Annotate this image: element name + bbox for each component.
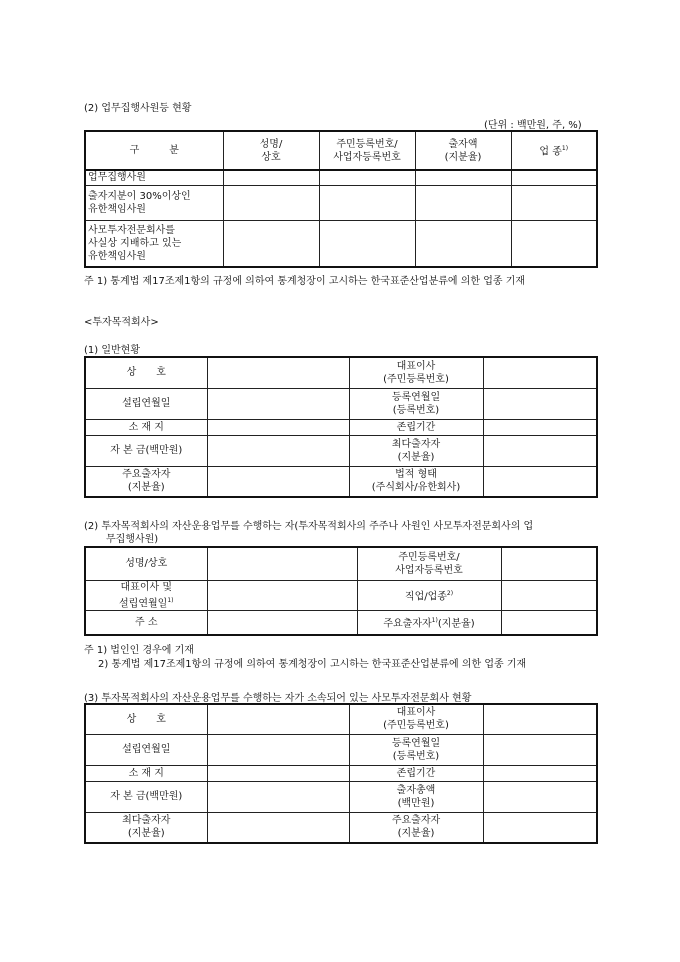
- input-cell[interactable]: [207, 734, 349, 765]
- section-title-general-status: (1) 일반현황: [84, 345, 140, 356]
- input-cell[interactable]: [483, 765, 597, 781]
- input-cell[interactable]: [207, 357, 349, 388]
- label-ceo: 대표이사 (주민등록번호): [349, 357, 483, 388]
- input-cell[interactable]: [483, 781, 597, 812]
- label-address: 주 소: [85, 610, 207, 635]
- pef-status-table: [84, 703, 598, 844]
- input-cell[interactable]: [207, 781, 349, 812]
- input-cell[interactable]: [501, 610, 597, 635]
- input-cell[interactable]: [483, 388, 597, 419]
- row-label: 업무집행사원: [85, 170, 223, 185]
- header-category: 구 분: [85, 131, 223, 170]
- label-registration-number: 주민등록번호/ 사업자등록번호: [357, 547, 501, 580]
- input-cell[interactable]: [223, 185, 319, 220]
- label-trade-name: 상 호: [85, 704, 207, 734]
- input-cell[interactable]: [319, 170, 415, 185]
- header-industry: 업 종$^{1)}$: [511, 131, 597, 170]
- input-cell[interactable]: [483, 704, 597, 734]
- input-cell[interactable]: [483, 734, 597, 765]
- input-cell[interactable]: [483, 466, 597, 497]
- label-total-investment: 출자총액 (백만원): [349, 781, 483, 812]
- label-ceo-establishment: 대표이사 및 설립연월일$^{1)}$: [85, 580, 207, 610]
- input-cell[interactable]: [207, 435, 349, 466]
- executive-members-table: [84, 130, 598, 268]
- label-largest-investor: 최다출자자 (지분율): [85, 812, 207, 843]
- input-cell[interactable]: [207, 812, 349, 843]
- input-cell[interactable]: [223, 170, 319, 185]
- section-title-asset-manager: (2) 투자목적회사의 자산운용업무를 수행하는 자(투자목적회사의 주주나 사원인 사모투자전문회사의 업: [84, 521, 534, 532]
- label-capital: 자 본 금(백만원): [85, 435, 207, 466]
- row-label: 사모투자전문회사를 사실상 지배하고 있는 유한책임사원: [85, 220, 223, 267]
- input-cell[interactable]: [207, 547, 357, 580]
- header-name: 성명/ 상호: [223, 131, 319, 170]
- section-title-pef-status: (3) 투자목적회사의 자산운용업무를 수행하는 자가 소속되어 있는 사모투자전문회사 현황: [84, 693, 472, 704]
- input-cell[interactable]: [511, 170, 597, 185]
- section-title-asset-manager-cont: 무집행사원): [106, 534, 159, 545]
- label-duration: 존립기간: [349, 419, 483, 435]
- section-title-investment-purpose-company: <투자목적회사>: [84, 317, 159, 328]
- input-cell[interactable]: [483, 812, 597, 843]
- input-cell[interactable]: [207, 580, 357, 610]
- header-investment: 출자액 (지분율): [415, 131, 511, 170]
- note-industry: 주 1) 통계법 제17조제1항의 규정에 의하여 통계청장이 고시하는 한국표준산업분류에 의한 업종 기재: [84, 276, 526, 287]
- header-registration-number: 주민등록번호/ 사업자등록번호: [319, 131, 415, 170]
- label-ceo: 대표이사 (주민등록번호): [349, 704, 483, 734]
- asset-manager-table: [84, 546, 598, 636]
- input-cell[interactable]: [319, 220, 415, 267]
- label-occupation: 직업/업종$^{2)}$: [357, 580, 501, 610]
- section-title-executive-members: (2) 업무집행사원등 현황: [84, 103, 192, 114]
- input-cell[interactable]: [511, 220, 597, 267]
- input-cell[interactable]: [415, 185, 511, 220]
- label-capital: 자 본 금(백만원): [85, 781, 207, 812]
- label-location: 소 재 지: [85, 419, 207, 435]
- label-legal-form: 법적 형태 (주식회사/유한회사): [349, 466, 483, 497]
- label-trade-name: 상 호: [85, 357, 207, 388]
- input-cell[interactable]: [483, 435, 597, 466]
- input-cell[interactable]: [501, 580, 597, 610]
- general-status-table: [84, 356, 598, 498]
- input-cell[interactable]: [501, 547, 597, 580]
- label-establishment-date: 설립연월일: [85, 388, 207, 419]
- input-cell[interactable]: [207, 610, 357, 635]
- input-cell[interactable]: [207, 388, 349, 419]
- label-location: 소 재 지: [85, 765, 207, 781]
- input-cell[interactable]: [415, 170, 511, 185]
- input-cell[interactable]: [207, 466, 349, 497]
- row-label: 출자지분이 30%이상인 유한책임사원: [85, 185, 223, 220]
- input-cell[interactable]: [415, 220, 511, 267]
- input-cell[interactable]: [223, 220, 319, 267]
- input-cell[interactable]: [483, 419, 597, 435]
- label-name: 성명/상호: [85, 547, 207, 580]
- label-duration: 존립기간: [349, 765, 483, 781]
- label-major-investors: 주요출자자$^{1)}$(지분율): [357, 610, 501, 635]
- label-establishment-date: 설립연월일: [85, 734, 207, 765]
- label-largest-investor: 최다출자자 (지분율): [349, 435, 483, 466]
- label-registration-date: 등록연월일 (등록번호): [349, 388, 483, 419]
- input-cell[interactable]: [511, 185, 597, 220]
- input-cell[interactable]: [319, 185, 415, 220]
- input-cell[interactable]: [207, 704, 349, 734]
- label-major-investors: 주요출자자 (지분율): [85, 466, 207, 497]
- input-cell[interactable]: [207, 765, 349, 781]
- unit-label: (단위 : 백만원, 주, %): [484, 120, 582, 131]
- note-industry-2: 2) 통계법 제17조제1항의 규정에 의하여 통계청장이 고시하는 한국표준산업분류에 의한 업종 기재: [98, 659, 527, 670]
- note-corporation: 주 1) 법인인 경우에 기재: [84, 645, 194, 656]
- input-cell[interactable]: [483, 357, 597, 388]
- input-cell[interactable]: [207, 419, 349, 435]
- label-registration-date: 등록연월일 (등록번호): [349, 734, 483, 765]
- label-major-investors: 주요출자자 (지분율): [349, 812, 483, 843]
